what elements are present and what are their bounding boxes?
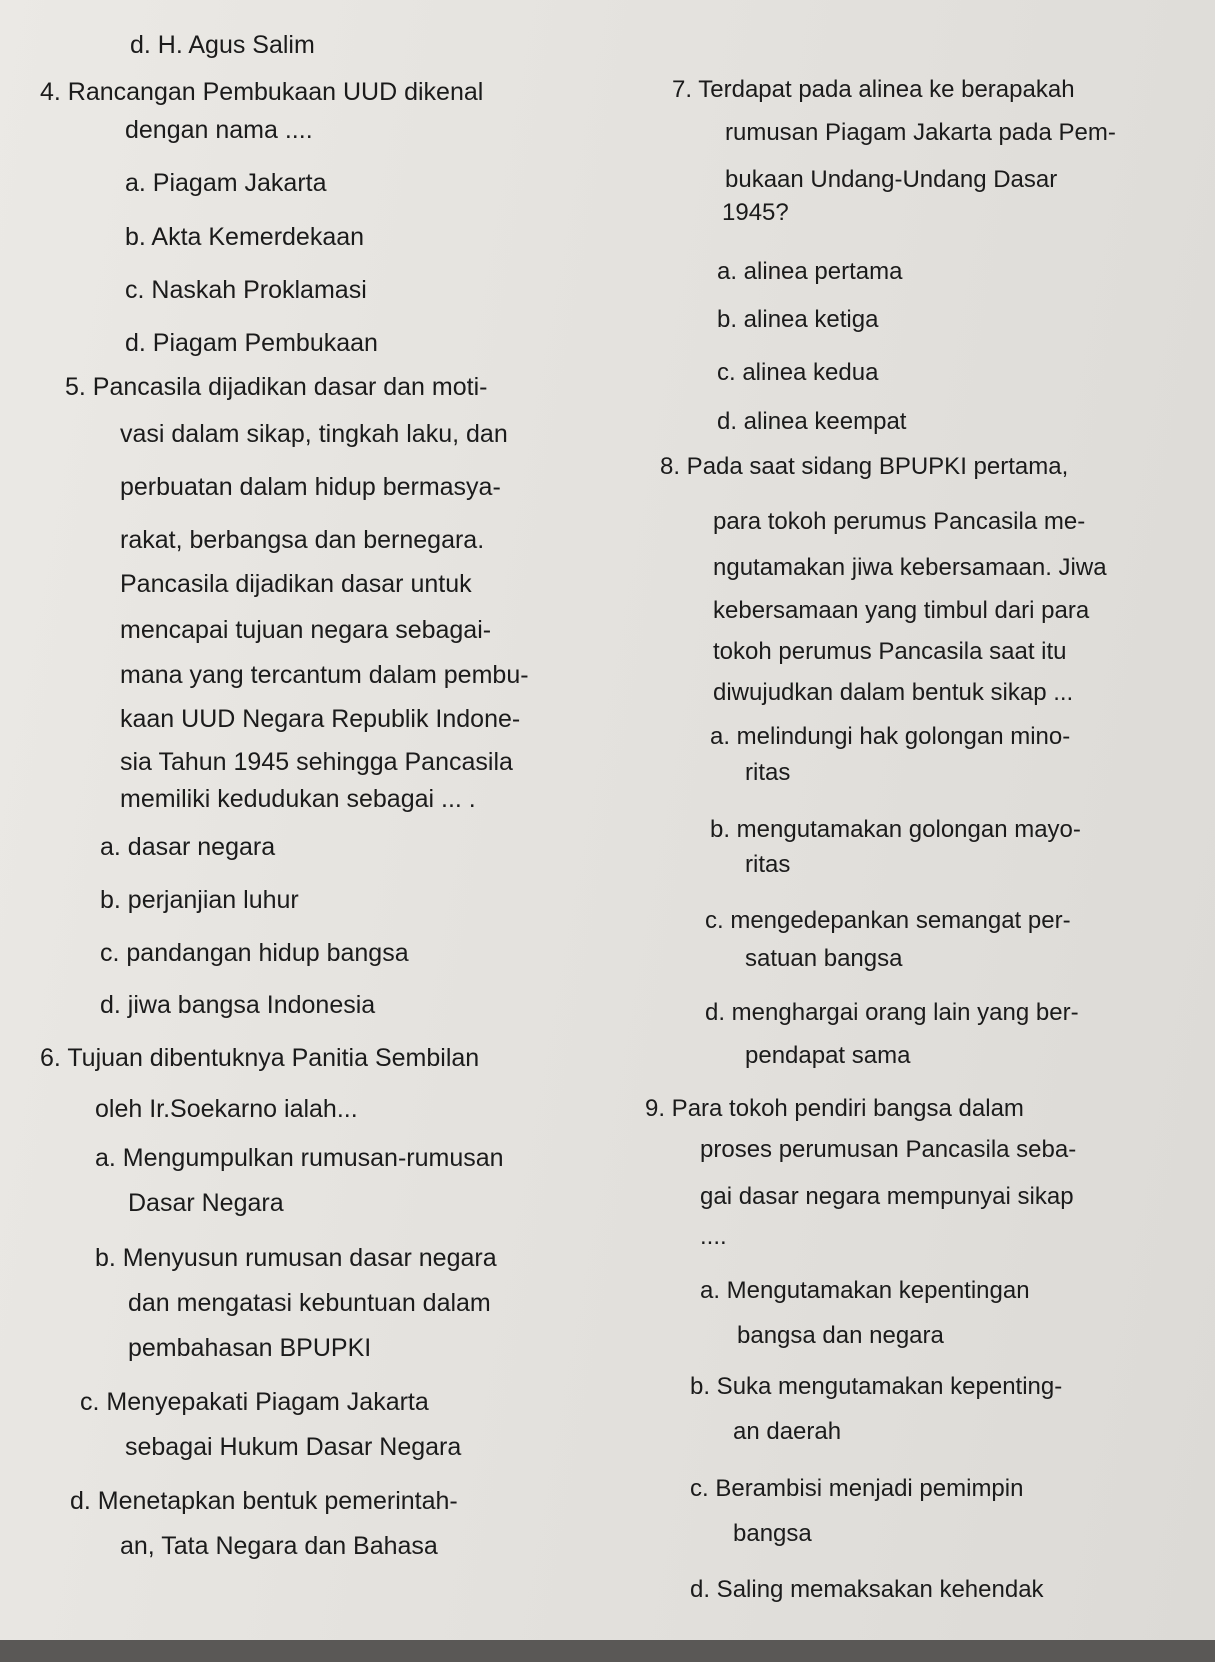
q9-option-b-line-1: b. Suka mengutamakan kepenting-: [690, 1373, 1063, 1400]
q8-stem-line-1: 8. Pada saat sidang BPUPKI pertama,: [660, 453, 1069, 480]
q6-option-c-line-1: c. Menyepakati Piagam Jakarta: [80, 1388, 429, 1416]
q5-stem-line-10: memiliki kedudukan sebagai ... .: [120, 785, 476, 813]
q6-option-b-line-2: dan mengatasi kebuntuan dalam: [128, 1289, 491, 1317]
q6-option-a-line-1: a. Mengumpulkan rumusan-rumusan: [95, 1144, 504, 1172]
q7-stem-line-3: bukaan Undang-Undang Dasar: [725, 166, 1058, 193]
q5-stem-line-1: 5. Pancasila dijadikan dasar dan moti-: [65, 373, 488, 401]
q7-stem-line-1: 7. Terdapat pada alinea ke berapakah: [672, 76, 1075, 103]
q4-stem-line-2: dengan nama ....: [125, 116, 313, 144]
q9-option-a-line-2: bangsa dan negara: [737, 1322, 944, 1349]
q8-option-d-line-2: pendapat sama: [745, 1042, 911, 1069]
q8-stem-line-3: ngutamakan jiwa kebersamaan. Jiwa: [713, 554, 1107, 581]
q8-option-c-line-1: c. mengedepankan semangat per-: [705, 907, 1071, 934]
q9-option-b-line-2: an daerah: [733, 1418, 842, 1445]
q6-option-a-line-2: Dasar Negara: [128, 1189, 284, 1217]
q9-stem-line-4: ....: [700, 1223, 727, 1250]
q8-option-a-line-1: a. melindungi hak golongan mino-: [710, 723, 1071, 750]
q6-option-b-line-3: pembahasan BPUPKI: [128, 1334, 372, 1362]
q5-option-b: b. perjanjian luhur: [100, 886, 299, 914]
q4-option-b: b. Akta Kemerdekaan: [125, 223, 365, 251]
q8-option-a-line-2: ritas: [745, 759, 791, 786]
q9-stem-line-2: proses perumusan Pancasila seba-: [700, 1136, 1077, 1163]
q8-stem-line-5: tokoh perumus Pancasila saat itu: [713, 638, 1067, 665]
q5-stem-line-7: mana yang tercantum dalam pembu-: [120, 661, 529, 689]
q6-option-c-line-2: sebagai Hukum Dasar Negara: [125, 1433, 462, 1461]
q8-option-d-line-1: d. menghargai orang lain yang ber-: [705, 999, 1079, 1026]
q9-option-c-line-1: c. Berambisi menjadi pemimpin: [690, 1475, 1024, 1502]
q8-option-c-line-2: satuan bangsa: [745, 945, 903, 972]
q7-stem-line-2: rumusan Piagam Jakarta pada Pem-: [725, 119, 1116, 146]
q6-option-d-line-2: an, Tata Negara dan Bahasa: [120, 1532, 438, 1560]
q7-option-c: c. alinea kedua: [717, 359, 879, 386]
q5-stem-line-5: Pancasila dijadikan dasar untuk: [120, 570, 472, 598]
q4-option-a: a. Piagam Jakarta: [125, 169, 327, 197]
q6-stem-line-1: 6. Tujuan dibentuknya Panitia Sembilan: [40, 1044, 480, 1072]
q5-stem-line-8: kaan UUD Negara Republik Indone-: [120, 705, 521, 733]
q9-option-c-line-2: bangsa: [733, 1520, 812, 1547]
q9-stem-line-1: 9. Para tokoh pendiri bangsa dalam: [645, 1095, 1024, 1122]
q6-option-d-line-1: d. Menetapkan bentuk pemerintah-: [70, 1487, 458, 1515]
q5-option-a: a. dasar negara: [100, 833, 276, 861]
q5-stem-line-4: rakat, berbangsa dan bernegara.: [120, 526, 485, 554]
q4-option-d: d. Piagam Pembukaan: [125, 329, 378, 357]
q5-stem-line-2: vasi dalam sikap, tingkah laku, dan: [120, 420, 508, 448]
q8-stem-line-6: diwujudkan dalam bentuk sikap ...: [713, 679, 1074, 706]
q6-option-b-line-1: b. Menyusun rumusan dasar negara: [95, 1244, 497, 1272]
q5-option-c: c. pandangan hidup bangsa: [100, 939, 409, 967]
q9-option-a-line-1: a. Mengutamakan kepentingan: [700, 1277, 1030, 1304]
q6-stem-line-2: oleh Ir.Soekarno ialah...: [95, 1095, 358, 1123]
q5-stem-line-9: sia Tahun 1945 sehingga Pancasila: [120, 748, 513, 776]
q5-option-d: d. jiwa bangsa Indonesia: [100, 991, 376, 1019]
q8-option-b-line-1: b. mengutamakan golongan mayo-: [710, 816, 1081, 843]
q8-option-b-line-2: ritas: [745, 851, 791, 878]
q7-option-a: a. alinea pertama: [717, 258, 903, 285]
q8-stem-line-2: para tokoh perumus Pancasila me-: [713, 508, 1086, 535]
q8-stem-line-4: kebersamaan yang timbul dari para: [713, 597, 1090, 624]
q5-stem-line-3: perbuatan dalam hidup bermasya-: [120, 473, 501, 501]
q9-stem-line-3: gai dasar negara mempunyai sikap: [700, 1183, 1074, 1210]
q9-option-d-line-1: d. Saling memaksakan kehendak: [690, 1576, 1044, 1603]
q5-stem-line-6: mencapai tujuan negara sebagai-: [120, 616, 492, 644]
q7-stem-line-4: 1945?: [722, 199, 789, 226]
q3-option-d: d. H. Agus Salim: [130, 31, 315, 59]
q7-option-d: d. alinea keempat: [717, 408, 907, 435]
q7-option-b: b. alinea ketiga: [717, 306, 879, 333]
q4-option-c: c. Naskah Proklamasi: [125, 276, 367, 304]
q4-stem-line-1: 4. Rancangan Pembukaan UUD dikenal: [40, 78, 484, 106]
